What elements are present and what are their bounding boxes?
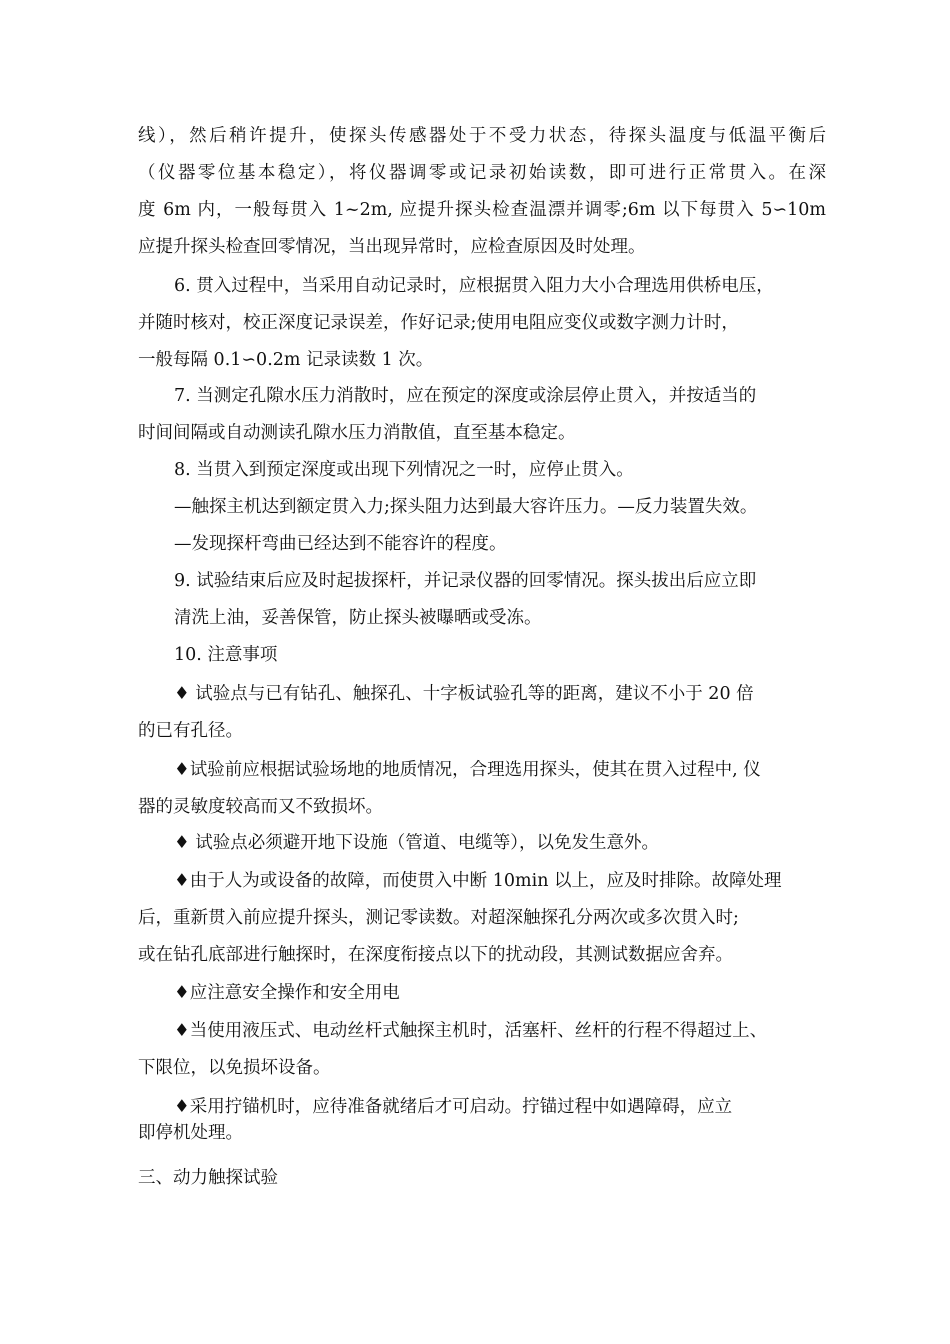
- text-line: 后，重新贯入前应提升探头，测记零读数。对超深触探孔分两次或多次贯入时;: [138, 908, 739, 928]
- text-line: 下限位，以免损坏设备。: [138, 1058, 331, 1078]
- text-line: ♦应注意安全操作和安全用电: [174, 983, 400, 1003]
- text-line: ♦采用拧锚机时，应待准备就绪后才可启动。拧锚过程中如遇障碍，应立: [174, 1097, 733, 1117]
- text-line: ♦试验前应根据试验场地的地质情况，合理选用探头，使其在贯入过程中, 仪: [174, 760, 761, 780]
- text-line: 或在钻孔底部进行触探时，在深度衔接点以下的扰动段，其测试数据应舍弃。: [138, 945, 733, 965]
- text-line: 10. 注意事项: [174, 645, 278, 665]
- text-line: 器的灵敏度较高而又不致损坏。: [138, 797, 383, 817]
- text-line: ♦ 试验点与已有钻孔、触探孔、十字板试验孔等的距离，建议不小于 20 倍: [174, 684, 754, 704]
- text-line: 9. 试验结束后应及时起拔探杆，并记录仪器的回零情况。探头拔出后应立即: [174, 571, 757, 591]
- text-line: 并随时核对，校正深度记录误差，作好记录;使用电阻应变仪或数字测力计时，: [138, 313, 739, 333]
- text-line: ♦当使用液压式、电动丝杆式触探主机时，活塞杆、丝杆的行程不得超过上、: [174, 1021, 768, 1041]
- text-line: ♦由于人为或设备的故障，而使贯入中断 10min 以上，应及时排除。故障处理: [174, 871, 782, 891]
- text-line: 8. 当贯入到预定深度或出现下列情况之一时，应停止贯入。: [174, 460, 634, 480]
- text-line: —触探主机达到额定贯入力;探头阻力达到最大容许压力。—反力装置失效。: [174, 497, 758, 517]
- text-line: 7. 当测定孔隙水压力消散时，应在预定的深度或涂层停止贯入，并按适当的: [174, 386, 757, 406]
- text-line: 线），然后稍许提升，使探头传感器处于不受力状态，待探头温度与低温平衡后: [138, 126, 826, 146]
- text-line: （仪器零位基本稳定），将仪器调零或记录初始读数，即可进行正常贯入。在深: [138, 163, 826, 183]
- text-line: —发现探杆弯曲已经达到不能容许的程度。: [174, 534, 507, 554]
- text-line: 一般每隔 0.1∽0.2m 记录读数 1 次。: [138, 350, 434, 370]
- text-line: 度 6m 内，一般每贯入 1~2m, 应提升探头检查温漂并调零;6m 以下每贯入 5∽10m: [138, 200, 826, 220]
- section-heading: 三、动力触探试验: [138, 1168, 278, 1188]
- text-line: 清洗上油，妥善保管，防止探头被曝晒或受冻。: [174, 608, 542, 628]
- text-line: 时间间隔或自动测读孔隙水压力消散值，直至基本稳定。: [138, 423, 576, 443]
- text-line: 即停机处理。: [138, 1123, 243, 1143]
- text-line: ♦ 试验点必须避开地下设施（管道、电缆等），以免发生意外。: [174, 833, 659, 853]
- text-line: 的已有孔径。: [138, 721, 243, 741]
- text-line: 应提升探头检查回零情况，当出现异常时，应检查原因及时处理。: [138, 237, 646, 257]
- text-line: 6. 贯入过程中，当采用自动记录时，应根据贯入阻力大小合理选用供桥电压，: [174, 276, 774, 296]
